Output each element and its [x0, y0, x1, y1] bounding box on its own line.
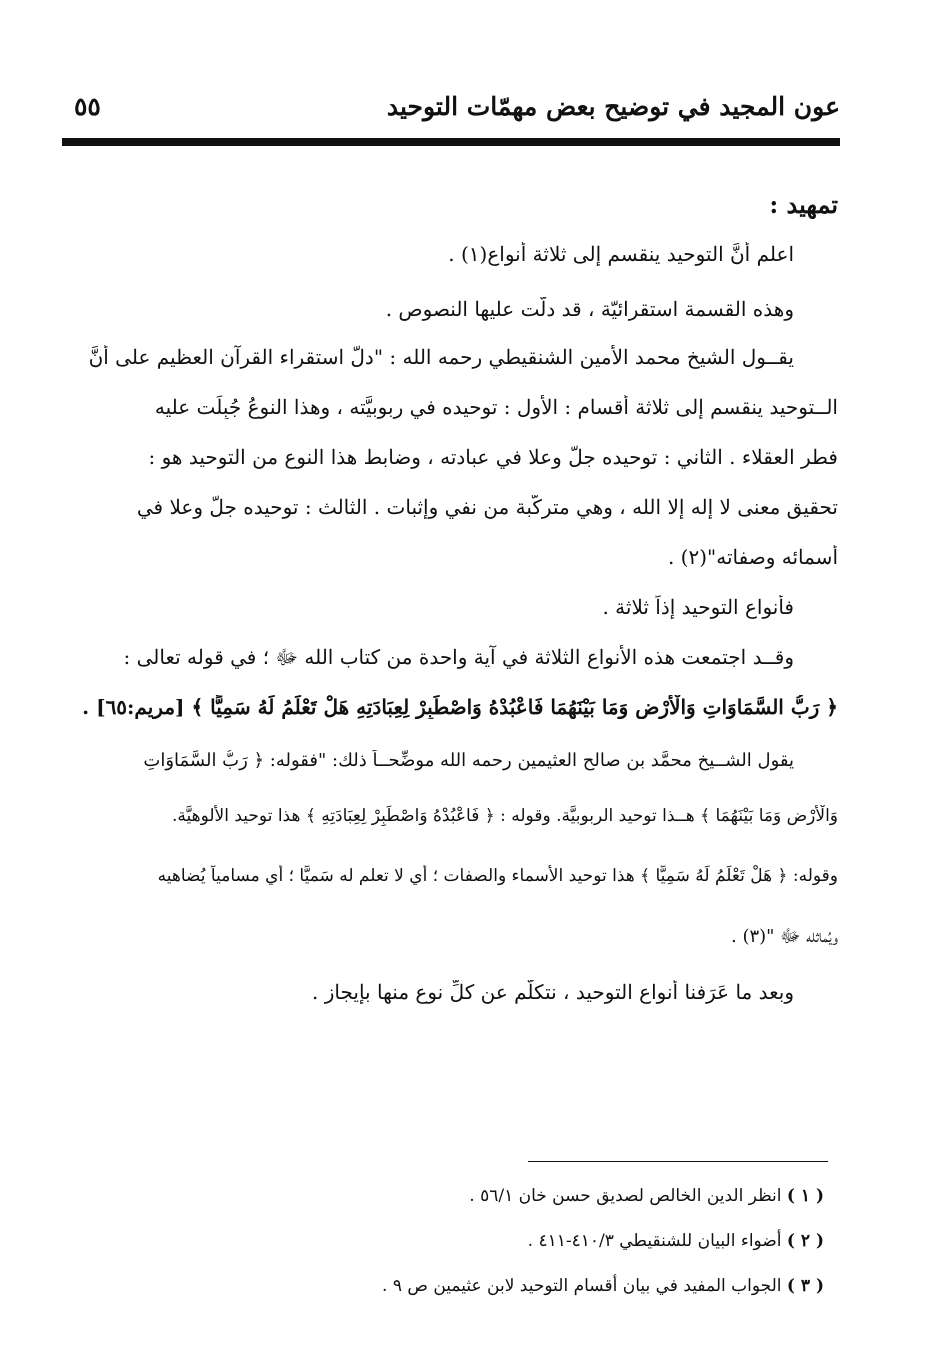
- footnote-item: [382, 1276, 824, 1296]
- paragraph-line: وقوله: ﴿ هَلْ تَعْلَمُ لَهُ سَمِيًّا ﴾ هذا توحيد الأسماء والصفات ؛ أي لا تعلم له سَميًّا ؛ أي مسامياً يُضاهيه: [157, 866, 838, 886]
- paragraph-line: وبعد ما عَرَفنا أنواع التوحيد ، نتكلَّم عن كلِّ نوعٍ منها بإيجاز .: [312, 980, 794, 1004]
- book-title: عون المجيد في توضيح بعض مهمّات التوحيد: [386, 92, 840, 121]
- header-rule: [62, 138, 840, 146]
- footnote-number: ( ٢ ): [786, 1231, 824, 1251]
- paragraph-line: يقول الشــيخ محمَّد بن صالح العثيمين رحمه الله موضِّحــاً ذلك: "فقوله: ﴿ رَبُّ السَّمَاوَاتِ: [143, 750, 794, 771]
- paragraph-line: وقــد اجتمعت هذه الأنواع الثلاثة في آية واحدة من كتاب الله ﷻ ؛ في قوله تعالى :: [123, 645, 794, 669]
- quran-verse-line: ﴿ رَبُّ السَّمَاوَاتِ وَالْأَرْضِ وَمَا بَيْنَهُمَا فَاعْبُدْهُ وَاصْطَبِرْ لِعِبَادَتِهِ هَلْ تَعْلَمُ لَهُ سَمِيًّا ﴾ [مريم:٦٥] .: [82, 695, 838, 719]
- footnote-number: ( ٣ ): [786, 1276, 824, 1296]
- paragraph-line: وهذه القسمة استقرائيّة ، قد دلَّت عليها النصوص .: [385, 297, 794, 321]
- footnote-separator: [528, 1161, 828, 1162]
- paragraph-line: فطر العقلاء . الثاني : توحيده جلَّ وعلا في عبادته ، وضابط هذا النوع من التوحيد هو :: [148, 445, 838, 469]
- paragraph-line: أسمائه وصفاته"(٢) .: [667, 545, 838, 569]
- page-number: ٥٥: [74, 92, 101, 121]
- footnote-number: ( ١ ): [786, 1186, 824, 1206]
- paragraph-line: ويُماثله ﷻ "(٣) .: [731, 926, 838, 947]
- paragraph-line: الــتوحيد ينقسم إلى ثلاثة أقسام : الأول : توحيده في ربوبيَّته ، وهذا النوعُ جُبِلَت عليه: [154, 395, 838, 419]
- footnote-item: [469, 1186, 824, 1206]
- running-header: [62, 90, 840, 140]
- paragraph-line: تحقيق معنى لا إله إلا الله ، وهي متركّبة من نفيٍ وإثبات . الثالث : توحيده جلَّ وعلا في: [136, 495, 838, 519]
- paragraph-line: وَالْأَرْضِ وَمَا بَيْنَهُمَا ﴾ هــذا توحيد الربوبيَّة. وقوله : ﴿ فَاعْبُدْهُ وَاصْطَبِرْ لِعِبَادَتِهِ ﴾ هذا توحيد الألوهيَّة.: [171, 806, 838, 826]
- footnote-item: [528, 1231, 824, 1251]
- paragraph-line: اعلم أنَّ التوحيد ينقسم إلى ثلاثة أنواع(١) .: [448, 242, 794, 266]
- paragraph-line: يقــول الشيخ محمد الأمين الشنقيطي رحمه الله : "دلَّ استقراء القرآن العظيم على أنَّ: [88, 345, 794, 369]
- paragraph-line: فأنواع التوحيد إذاً ثلاثة .: [602, 595, 794, 619]
- footnote-text: انظر الدين الخالص لصديق حسن خان ٥٦/١ .: [469, 1186, 782, 1206]
- footnote-text: الجواب المفيد في بيان أقسام التوحيد لابن عثيمين ص ٩ .: [382, 1276, 782, 1296]
- footnote-text: أضواء البيان للشنقيطي ٤١٠/٣-٤١١ .: [527, 1231, 782, 1251]
- section-heading: تمهيد :: [769, 190, 838, 219]
